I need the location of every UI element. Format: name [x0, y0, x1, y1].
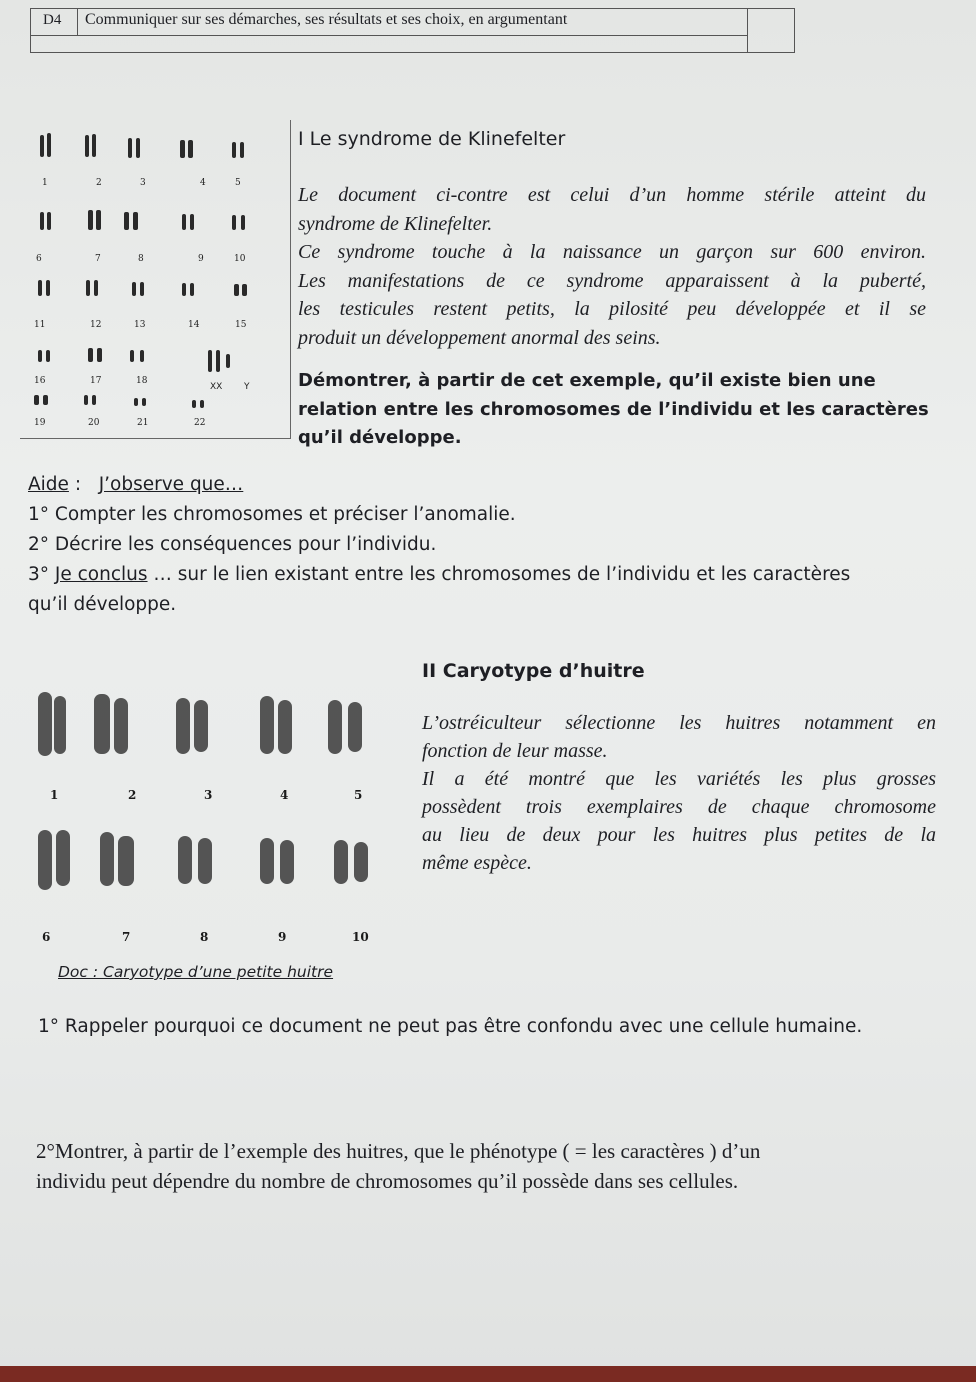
karyotype-label: 4 — [200, 178, 206, 188]
section1-title: I Le syndrome de Klinefelter — [298, 128, 566, 150]
task-line: qu’il développe. — [298, 427, 462, 448]
paragraph-line: même espèce. — [422, 852, 532, 874]
paragraph-line: Il a été montré que les variétés les plus grosses — [422, 768, 936, 790]
question-1: 1° Rappeler pourquoi ce document ne peut pas être confondu avec une cellule humaine. — [38, 1016, 863, 1037]
karyotype-label: 6 — [42, 930, 51, 944]
karyotype-label: 7 — [95, 254, 101, 264]
karyotype-label: 5 — [354, 788, 363, 802]
karyotype-label: 9 — [198, 254, 204, 264]
aide-step: 3° Je conclus … sur le lien existant entre les chromosomes de l’individu et les caractères — [28, 564, 851, 585]
karyotype-label: 3 — [204, 788, 213, 802]
karyotype-label: 8 — [200, 930, 209, 944]
paragraph-line: au lieu de deux pour les huitres plus petites de la — [422, 824, 936, 846]
task-line: relation entre les chromosomes de l’individu et les caractères — [298, 398, 929, 420]
karyotype-label: 2 — [128, 788, 137, 802]
aide-block — [28, 470, 850, 620]
paragraph-line: fonction de leur masse. — [422, 740, 608, 762]
karyotype-label: 10 — [234, 254, 246, 264]
section2-paragraph — [422, 709, 936, 877]
paragraph-line: produit un développement anormal des seins. — [298, 326, 661, 349]
karyotype-label: 6 — [36, 254, 42, 264]
aide-lead: J’observe que… — [98, 474, 244, 495]
karyotype-label: 7 — [122, 930, 131, 944]
oyster-karyotype-image — [28, 680, 408, 960]
aide-step: 2° Décrire les conséquences pour l’individu. — [28, 534, 437, 555]
oyster-caption: Doc : Caryotype d’une petite huitre — [58, 963, 334, 981]
task-line: Démontrer, à partir de cet exemple, qu’il existe bien une — [298, 370, 876, 391]
aide-header: Aide : J’observe que… — [28, 474, 244, 495]
karyotype-label: 5 — [235, 178, 241, 188]
question-line: individu peut dépendre du nombre de chromosomes qu’il possède dans ses cellules. — [36, 1169, 739, 1193]
section1-task — [298, 367, 929, 453]
paragraph-line: syndrome de Klinefelter. — [298, 212, 493, 235]
karyotype-label: 4 — [280, 788, 289, 802]
karyotype-label: 3 — [140, 178, 146, 188]
paragraph-line: Le document ci-contre est celui d’un homme stérile atteint du — [298, 184, 926, 206]
table-edge — [0, 1366, 976, 1382]
karyotype-label: 22 — [194, 418, 206, 428]
header-code: D4 — [43, 12, 62, 28]
karyotype-label: 1 — [50, 788, 59, 802]
karyotype-label: 21 — [137, 418, 149, 428]
header-competence: Communiquer sur ses démarches, ses résultats et ses choix, en argumentant — [85, 11, 568, 28]
karyotype-label: 20 — [88, 418, 100, 428]
section1-paragraph — [298, 181, 926, 352]
karyotype-label: 15 — [235, 320, 247, 330]
karyotype-label: 9 — [278, 930, 287, 944]
karyotype-label: 13 — [134, 320, 146, 330]
question-2 — [36, 1136, 760, 1196]
karyotype-label: 19 — [34, 418, 46, 428]
header-evaluation-cell — [747, 28, 794, 52]
karyotype-label: 2 — [96, 178, 102, 188]
section2-title: II Caryotype d’huitre — [422, 660, 645, 682]
aide-step: 1° Compter les chromosomes et préciser l’anomalie. — [28, 504, 516, 525]
karyotype-label: 10 — [352, 930, 369, 944]
karyotype-label: 17 — [90, 376, 102, 386]
karyotype-label: Y — [244, 382, 250, 392]
aide-label: Aide — [28, 474, 69, 495]
karyotype-label: XX — [210, 382, 223, 392]
paragraph-line: L’ostréiculteur sélectionne les huitres notamment en — [422, 712, 936, 734]
klinefelter-karyotype-image — [20, 120, 291, 439]
karyotype-label: 18 — [136, 376, 148, 386]
aide-step-continued: qu’il développe. — [28, 594, 177, 615]
question-line: 2°Montrer, à partir de l’exemple des huitres, que le phénotype ( = les caractères ) d’un — [36, 1139, 761, 1163]
paragraph-line: Les manifestations de ce syndrome apparaissent à la puberté, — [298, 269, 926, 292]
karyotype-label: 12 — [90, 320, 102, 330]
karyotype-label: 11 — [34, 320, 46, 330]
karyotype-label: 8 — [138, 254, 144, 264]
competence-header — [30, 8, 795, 53]
paragraph-line: Ce syndrome touche à la naissance un garçon sur 600 environ. — [298, 241, 926, 263]
karyotype-label: 16 — [34, 376, 46, 386]
karyotype-label: 1 — [42, 178, 48, 188]
paragraph-line: possèdent trois exemplaires de chaque chromosome — [422, 796, 936, 818]
karyotype-label: 14 — [188, 320, 200, 330]
paragraph-line: les testicules restent petits, la pilosité peu développée et il se — [298, 298, 926, 320]
